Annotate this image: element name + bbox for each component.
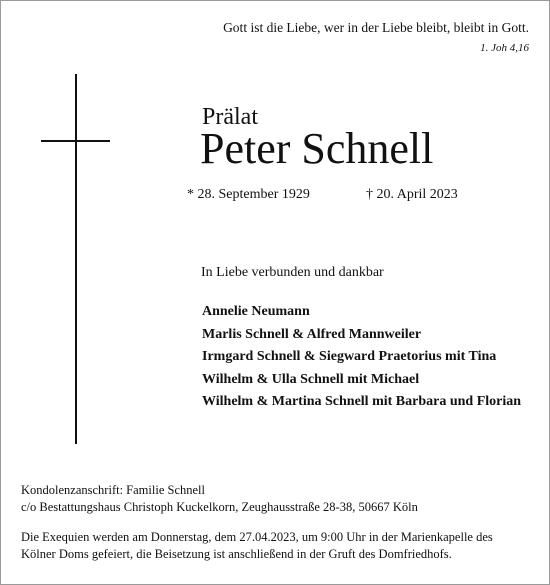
cross-icon-horizontal — [41, 140, 110, 142]
birth-date: * 28. September 1929 — [187, 187, 310, 202]
condolence-line: c/o Bestattungshaus Christoph Kuckelkorn, Zeughausstraße 28-38, 50667 Köln — [21, 500, 418, 514]
death-date: † 20. April 2023 — [366, 187, 458, 202]
mourner-item: Irmgard Schnell & Siegward Praetorius mit Tina — [202, 349, 497, 364]
quote-reference: 1. Joh 4,16 — [480, 42, 529, 54]
mourner-item: Marlis Schnell & Alfred Mannweiler — [202, 326, 422, 342]
mourner-item: Wilhelm & Martina Schnell mit Barbara und Florian — [202, 394, 522, 409]
condolence-address — [21, 482, 536, 516]
quote-text: Gott ist die Liebe, wer in der Liebe bleibt, bleibt in Gott. — [223, 20, 529, 35]
cross-icon-vertical — [75, 74, 77, 444]
mourner-item: Wilhelm & Ulla Schnell mit Michael — [202, 371, 420, 387]
condolence-line: Kondolenzanschrift: Familie Schnell — [21, 483, 205, 497]
deceased-name: Peter Schnell — [200, 124, 434, 173]
mourners-intro: In Liebe verbunden und dankbar — [201, 265, 384, 280]
mourners-list — [202, 303, 521, 416]
funeral-service-info — [21, 529, 536, 563]
deceased-title: Prälat — [202, 104, 258, 130]
service-line: Die Exequien werden am Donnerstag, dem 27.04.2023, um 9:00 Uhr in der Marienkapelle des — [21, 530, 493, 544]
mourner-item: Annelie Neumann — [202, 304, 310, 319]
service-line: Kölner Doms gefeiert, die Beisetzung ist anschließend in der Gruft des Domfriedhofs. — [21, 547, 452, 561]
bible-quote — [223, 19, 529, 56]
